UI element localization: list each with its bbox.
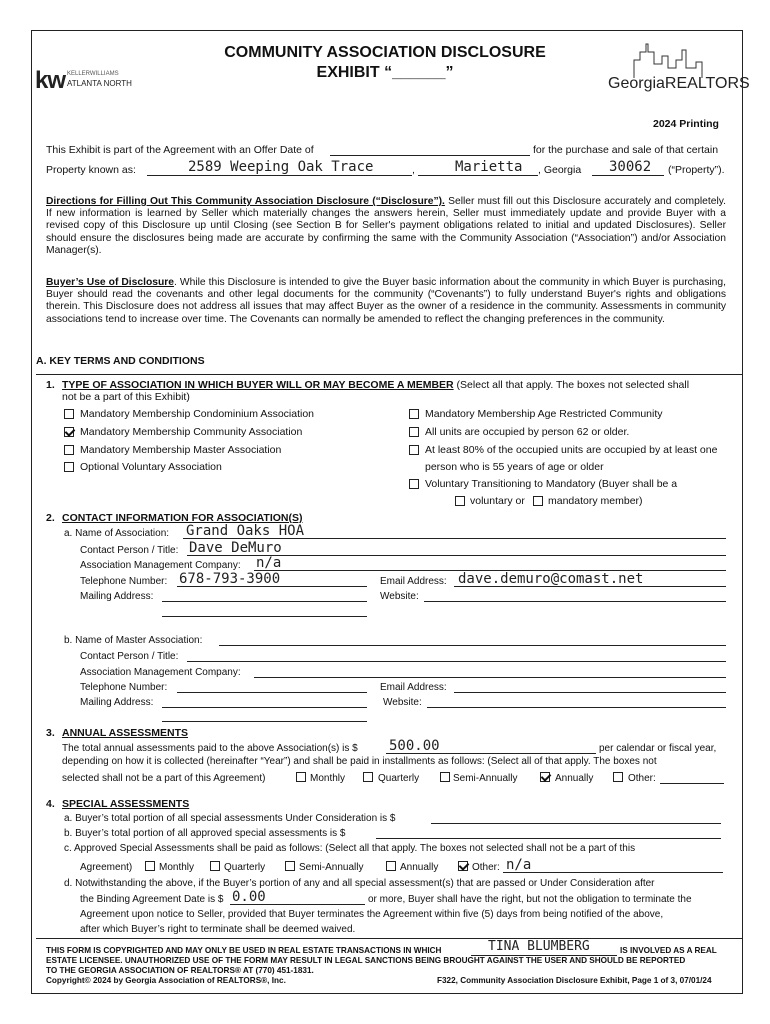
website-label: Website: (380, 591, 419, 602)
website-field[interactable] (424, 601, 726, 602)
master-mailing-label: Mailing Address: (80, 697, 154, 708)
master-association-label: b. Name of Master Association: (64, 635, 203, 646)
telephone-label: Telephone Number: (80, 576, 168, 587)
checkbox-mandatory-member[interactable] (533, 496, 543, 506)
special-a-field[interactable] (431, 823, 721, 824)
annual-option-other: Other: (628, 773, 656, 784)
option-80-percent: At least 80% of the occupied units are occupied by at least one (425, 444, 718, 456)
mandatory-member-label: mandatory member) (548, 495, 643, 507)
buyers-use-body: . While this Disclosure is intended to give the Buyer basic information about the community in which Buyer is purchasing, Buyer should read the covenants and other legal documents for the community (“Covenants”) to fully understand Buyer's rights and obligations therein. This Disclosure does not address all issues that may affect Buyer as the owner of a residence in the community. Assessments in community associations tend to increase over time. The Covenants can normally be amended to reflect the changing preferences in the community. (46, 277, 726, 325)
item4-heading: SPECIAL ASSESSMENTS (62, 798, 190, 810)
contact-person-field[interactable]: Dave DeMuro (189, 540, 282, 556)
kw-logo-mark: kw (35, 67, 66, 94)
item3-number: 3. (46, 727, 55, 739)
master-email-field[interactable] (454, 692, 726, 693)
property-address-line (147, 175, 412, 176)
option-voluntary-transitioning: Voluntary Transitioning to Mandatory (Buyer shall be a (425, 478, 678, 490)
special-d-amount-field[interactable]: 0.00 (232, 889, 266, 905)
special-option-monthly: Monthly (159, 862, 195, 873)
special-c-label: c. Approved Special Assessments shall be paid as follows: (Select all that apply. The boxes not selected shall not be a part of this (64, 843, 636, 854)
annual-line2: depending on how it is collected (hereinafter “Year”) and shall be paid in installments as follows: (Select all of that apply. The boxes not (62, 756, 657, 767)
special-option-semi-annually: Semi-Annually (299, 862, 364, 873)
buyers-use-lead: Buyer’s Use of Disclosure (46, 277, 175, 288)
item1-note2: not be a part of this Exhibit) (62, 391, 190, 403)
checkbox-community-association[interactable] (64, 427, 74, 437)
special-d-line4: after which Buyer’s right to terminate shall be deemed waived. (80, 924, 356, 935)
special-other-line (503, 872, 723, 873)
checkbox-special-annually[interactable] (386, 861, 396, 871)
checkbox-special-semi-annually[interactable] (285, 861, 295, 871)
option-62-or-older: All units are occupied by person 62 or older. (425, 426, 630, 438)
georgia-realtors-logo: GeorgiaREALTORS (608, 75, 750, 92)
special-other-field[interactable]: n/a (506, 857, 532, 873)
master-mailing-field[interactable] (162, 707, 367, 708)
property-label: Property known as: (46, 164, 136, 176)
master-website-field[interactable] (427, 707, 726, 708)
mgmt-company-field[interactable]: n/a (256, 555, 282, 571)
directions-lead: Directions for Filling Out This Community Association Disclosure (“Disclosure”). (46, 196, 445, 207)
special-d-line1: d. Notwithstanding the above, if the Buyer’s portion of any and all special assessment(s) that are passed or Under Consideration after (64, 878, 655, 889)
footer-line1-start: THIS FORM IS COPYRIGHTED AND MAY ONLY BE USED IN REAL ESTATE TRANSACTIONS IN WHICH (46, 946, 442, 955)
property-address-field[interactable]: 2589 Weeping Oak Trace (188, 159, 374, 175)
email-field[interactable]: dave.demuro@comast.net (458, 571, 644, 587)
page-title: COMMUNITY ASSOCIATION DISCLOSURE (224, 44, 546, 61)
special-b-label: b. Buyer’s total portion of all approved special assessments is $ (64, 828, 346, 839)
exhibit-label: EXHIBIT “______” (316, 64, 454, 81)
master-mgmt-field[interactable] (254, 677, 726, 678)
item1-note: (Select all that apply. The boxes not selected shall (453, 379, 690, 391)
special-d-line2-end: or more, Buyer shall have the right, but not the obligation to terminate the (368, 894, 692, 905)
checkbox-voluntary-transitioning[interactable] (409, 479, 419, 489)
intro-line1-end: for the purchase and sale of that certain (533, 144, 719, 156)
checkbox-annual-other[interactable] (613, 772, 623, 782)
special-option-quarterly: Quarterly (224, 862, 266, 873)
directions-body: Seller must fill out this Disclosure accurately and completely. If new information is learned by Seller which materially changes the answers herein, Seller must immediately update and provide Buyer with a revised copy of this Disclosure up until Closing (see Section B for Seller's payment obligations related to initial and updated Disclosures). Seller should ensure the disclosures being made are accurate by confirming the same with the Community Association (“Association”) and/or Association Manager(s). (46, 196, 726, 256)
checkbox-master-association[interactable] (64, 445, 74, 455)
checkbox-voluntary-member[interactable] (455, 496, 465, 506)
email-label: Email Address: (380, 576, 447, 587)
buyers-use-paragraph (46, 277, 726, 326)
comma: , (412, 164, 415, 176)
association-name-label: a. Name of Association: (64, 528, 170, 539)
checkbox-special-other[interactable] (458, 861, 468, 871)
section-a-title: A. KEY TERMS AND CONDITIONS (36, 355, 205, 367)
licensee-field[interactable]: TINA BLUMBERG (488, 939, 590, 954)
mailing-address-field[interactable] (162, 601, 367, 602)
zip-field[interactable]: 30062 (609, 159, 652, 175)
option-voluntary-association: Optional Voluntary Association (80, 461, 222, 473)
special-d-line3: Agreement upon notice to Seller, provided that Buyer terminates the Agreement within five (5) days from being notified of the above, (80, 909, 664, 920)
checkbox-age-restricted[interactable] (409, 409, 419, 419)
item4-number: 4. (46, 798, 55, 810)
footer-line3: TO THE GEORGIA ASSOCIATION OF REALTORS® AT (770) 451-1831. (46, 966, 314, 975)
master-telephone-field[interactable] (177, 692, 367, 693)
annual-amount-field[interactable]: 500.00 (389, 738, 440, 754)
footer-copyright: Copyright© 2024 by Georgia Association of REALTORS®, Inc. (46, 976, 286, 985)
master-mgmt-label: Association Management Company: (80, 667, 241, 678)
special-b-field[interactable] (376, 838, 721, 839)
voluntary-member-label: voluntary or (470, 495, 525, 507)
kw-logo-line1: KELLERWILLIAMS (67, 71, 119, 77)
master-telephone-label: Telephone Number: (80, 682, 168, 693)
option-master-association: Mandatory Membership Master Association (80, 444, 282, 456)
master-contact-label: Contact Person / Title: (80, 651, 179, 662)
annual-line1-start: The total annual assessments paid to the above Association(s) is $ (62, 743, 358, 754)
annual-option-semi-annually: Semi-Annually (453, 773, 518, 784)
master-email-label: Email Address: (380, 682, 447, 693)
item1-heading: TYPE OF ASSOCIATION IN WHICH BUYER WILL OR MAY BECOME A MEMBER (62, 379, 454, 391)
divider (36, 374, 743, 375)
footer-line2: ESTATE LICENSEE. UNAUTHORIZED USE OF THE FORM MAY RESULT IN LEGAL SANCTIONS BEING BROUGHT AGAINST THE USER AND SHOULD BE REPORTED (46, 956, 686, 965)
option-community-association: Mandatory Membership Community Association (80, 426, 303, 438)
printing-label: 2024 Printing (653, 118, 719, 130)
offer-date-field[interactable] (330, 155, 530, 156)
checkbox-voluntary-association[interactable] (64, 462, 74, 472)
checkbox-special-monthly[interactable] (145, 861, 155, 871)
checkbox-annual-annually[interactable] (540, 772, 550, 782)
city-field[interactable]: Marietta (455, 159, 523, 175)
option-80-percent-continued: person who is 55 years of age or older (425, 461, 604, 473)
zip-line (592, 175, 664, 176)
contact-person-label: Contact Person / Title: (80, 545, 179, 556)
special-option-annually: Annually (400, 862, 439, 873)
special-d-line2-start: the Binding Agreement Date is $ (80, 894, 224, 905)
footer-form-id: F322, Community Association Disclosure Exhibit, Page 1 of 3, 07/01/24 (437, 976, 712, 985)
checkbox-annual-semi-annually[interactable] (440, 772, 450, 782)
checkbox-special-quarterly[interactable] (210, 861, 220, 871)
mailing-address-label: Mailing Address: (80, 591, 154, 602)
city-line (418, 175, 538, 176)
item2-heading: CONTACT INFORMATION FOR ASSOCIATION(S) (62, 512, 303, 524)
master-website-label: Website: (383, 697, 422, 708)
checkbox-80-percent[interactable] (409, 445, 419, 455)
footer-divider (36, 938, 743, 939)
item1-number: 1. (46, 379, 55, 391)
special-option-other: Other: (472, 862, 500, 873)
annual-line1-end: per calendar or fiscal year, (599, 743, 717, 754)
footer-line1-end: IS INVOLVED AS A REAL (620, 946, 717, 955)
item3-heading: ANNUAL ASSESSMENTS (62, 727, 189, 739)
intro-line1-start: This Exhibit is part of the Agreement with an Offer Date of (46, 144, 314, 156)
kw-logo-line2: ATLANTA NORTH (67, 79, 132, 88)
checkbox-62-or-older[interactable] (409, 427, 419, 437)
association-name-field[interactable]: Grand Oaks HOA (186, 523, 305, 539)
checkbox-annual-quarterly[interactable] (363, 772, 373, 782)
kw-logo (35, 67, 65, 95)
mgmt-company-label: Association Management Company: (80, 560, 241, 571)
property-suffix: (“Property”). (668, 164, 725, 176)
annual-line3: selected shall not be a part of this Agreement) (62, 773, 266, 784)
annual-other-field[interactable] (660, 783, 724, 784)
checkbox-annual-monthly[interactable] (296, 772, 306, 782)
telephone-field[interactable]: 678-793-3900 (179, 571, 281, 587)
directions-paragraph (46, 196, 726, 257)
checkbox-condominium[interactable] (64, 409, 74, 419)
georgia-label: , Georgia (538, 164, 582, 176)
special-a-label: a. Buyer’s total portion of all special assessments Under Consideration is $ (64, 813, 396, 824)
mailing-address-line2[interactable] (162, 616, 367, 617)
annual-option-annually: Annually (555, 773, 594, 784)
master-contact-field[interactable] (187, 661, 726, 662)
annual-option-quarterly: Quarterly (378, 773, 420, 784)
item2-number: 2. (46, 512, 55, 524)
master-association-field[interactable] (219, 645, 726, 646)
option-age-restricted: Mandatory Membership Age Restricted Community (425, 408, 663, 420)
special-c-agreement: Agreement) (80, 862, 133, 873)
option-condominium: Mandatory Membership Condominium Association (80, 408, 315, 420)
annual-option-monthly: Monthly (310, 773, 346, 784)
master-mailing-line2[interactable] (162, 721, 367, 722)
